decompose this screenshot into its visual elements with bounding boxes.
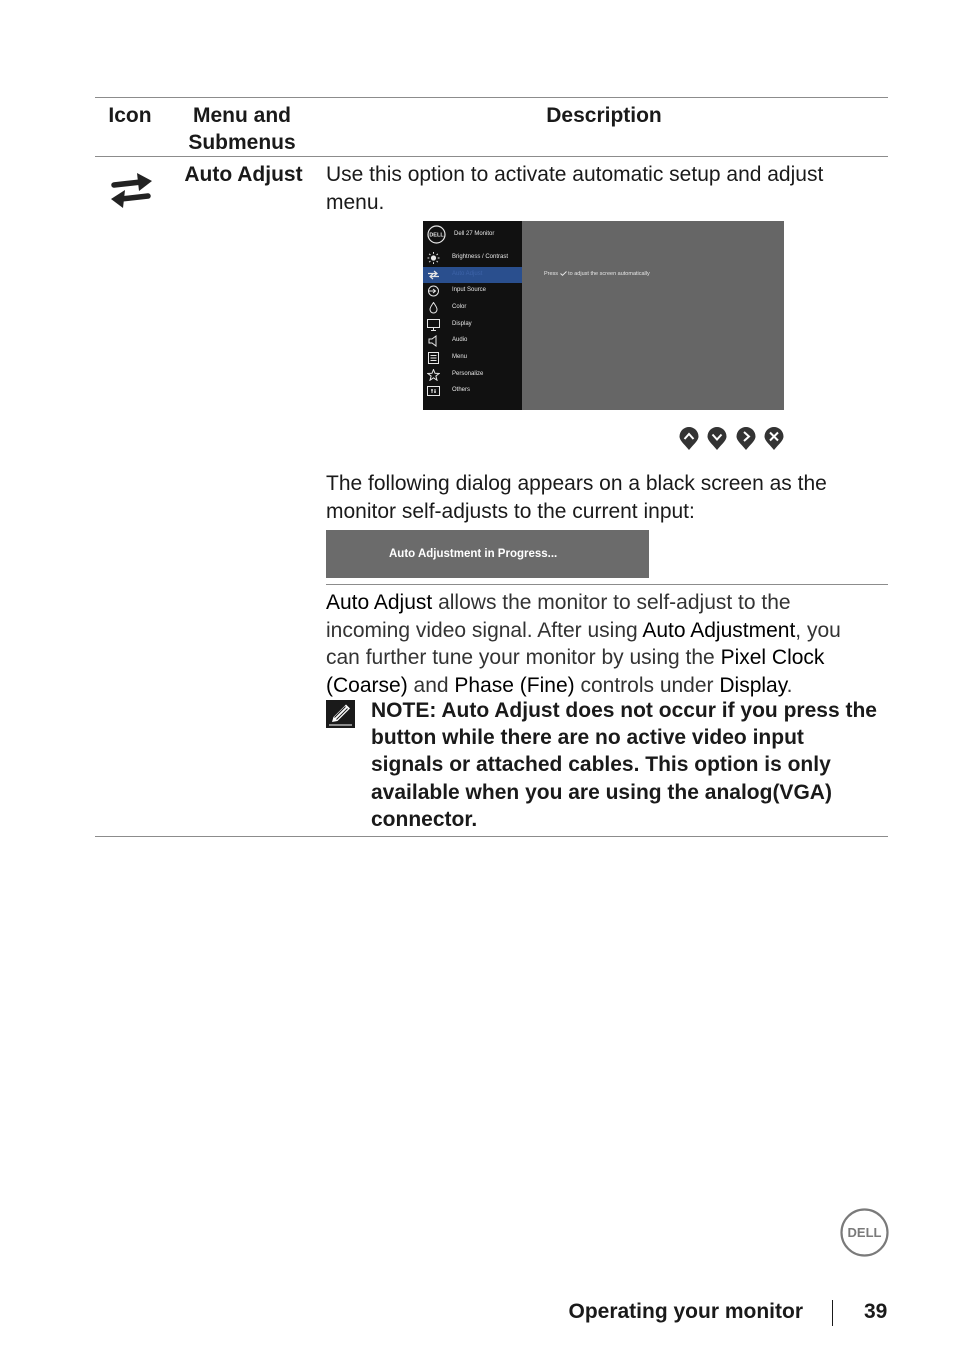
auto-adjust-arrows-icon xyxy=(108,168,156,214)
dell-logo-icon xyxy=(839,1207,890,1258)
table-bottom-rule xyxy=(95,836,888,837)
menu-label-auto-adjust: Auto Adjust xyxy=(184,163,303,186)
page-number: 39 xyxy=(864,1300,888,1323)
others-icon xyxy=(427,385,440,397)
osd-left-panel xyxy=(423,221,522,410)
right-icon xyxy=(736,427,756,451)
dialog-intro: The following dialog appears on a black screen as the monitor self-adjusts to the current input: xyxy=(326,472,827,523)
progress-dialog xyxy=(326,530,649,578)
table-top-rule xyxy=(95,97,888,98)
progress-dialog-text: Auto Adjustment in Progress... xyxy=(389,548,558,560)
osd-item-menu[interactable]: Menu xyxy=(423,350,522,366)
auto-adjust-icon xyxy=(427,269,440,281)
osd-dell-logo-icon xyxy=(427,225,446,244)
brightness-icon xyxy=(427,252,440,264)
exit-icon xyxy=(764,427,784,451)
table-header-rule xyxy=(95,156,888,157)
osd-item-audio[interactable]: Audio xyxy=(423,333,522,349)
osd-item-brightness[interactable]: Brightness / Contrast xyxy=(423,250,522,266)
osd-item-display[interactable]: Display xyxy=(423,317,522,333)
audio-icon xyxy=(427,335,440,347)
header-icon: Icon xyxy=(108,104,152,127)
menu-icon xyxy=(427,352,440,364)
description-intro: Use this option to activate automatic setup and adjust menu. xyxy=(326,163,824,214)
up-icon xyxy=(679,427,699,451)
footer-section-title: Operating your monitor xyxy=(568,1300,803,1323)
osd-item-auto-adjust[interactable]: Auto Adjust xyxy=(423,267,522,283)
header-description: Description xyxy=(546,104,662,127)
display-icon xyxy=(427,319,440,331)
osd-item-personalize[interactable]: Personalize xyxy=(423,367,522,383)
svg-text:DELL: DELL xyxy=(429,232,444,239)
table-inner-rule xyxy=(326,584,888,585)
header-menu: Menu and Submenus xyxy=(188,104,296,154)
explanation-paragraph: Auto Adjust allows the monitor to self-adjust to the incoming video signal. After using Auto Adjustment, you can further tune your monitor by using the Pixel Clock (Coarse) and Phase (Fine) controls under Display. xyxy=(326,591,841,697)
note-pencil-icon xyxy=(326,700,355,728)
color-icon xyxy=(427,302,440,314)
personalize-icon xyxy=(427,369,440,381)
note-text: NOTE: Auto Adjust does not occur if you press the button while there are no active video input signals or attached cables. This option is only available when you are using the analog(VGA) connector. xyxy=(371,699,877,831)
svg-text:DELL: DELL xyxy=(847,1225,882,1240)
down-icon xyxy=(707,427,727,451)
osd-message: Press to adjust the screen automatically xyxy=(544,271,650,277)
osd-item-others[interactable]: Others xyxy=(423,383,522,399)
footer-divider xyxy=(832,1300,833,1326)
osd-title: Dell 27 Monitor xyxy=(454,231,495,237)
input-source-icon xyxy=(427,285,440,297)
osd-item-color[interactable]: Color xyxy=(423,300,522,316)
checkmark-icon xyxy=(560,271,567,276)
osd-item-input-source[interactable]: Input Source xyxy=(423,283,522,299)
osd-menu-screenshot xyxy=(423,221,784,410)
